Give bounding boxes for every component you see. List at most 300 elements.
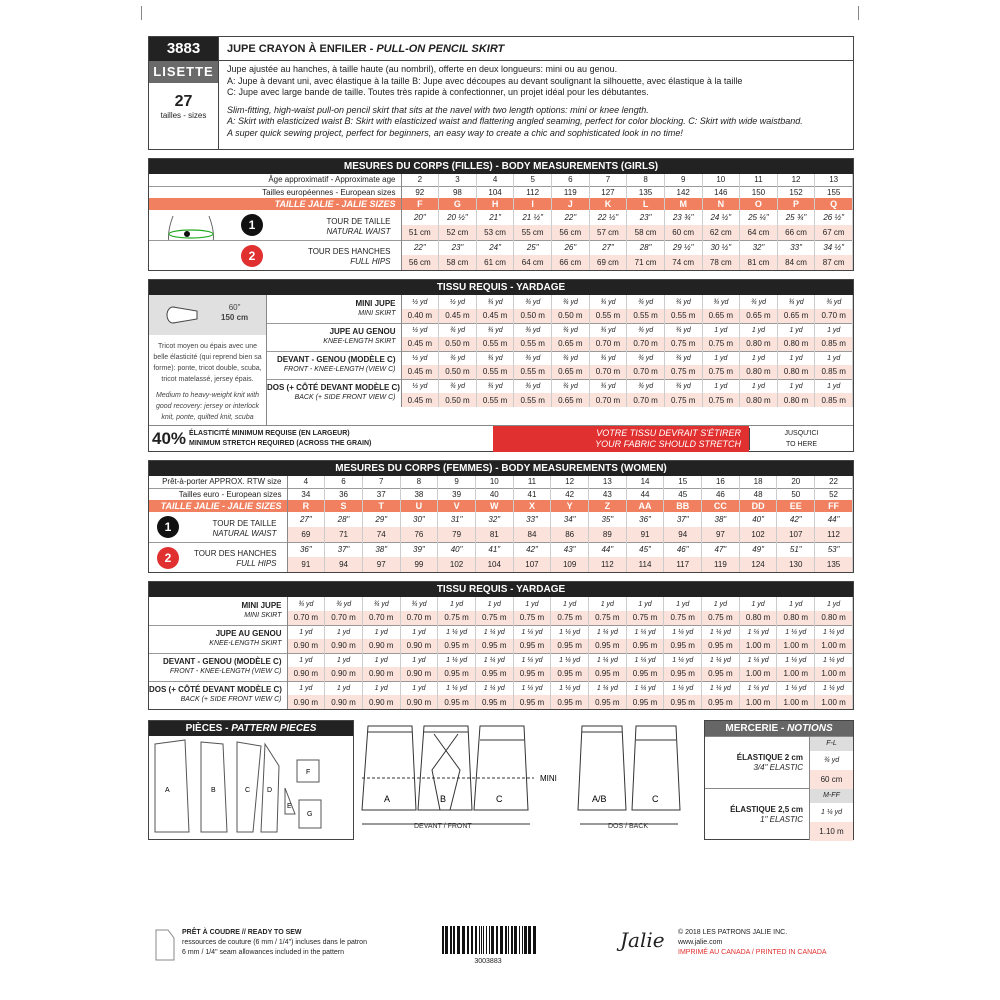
yardage-label-en: BACK (+ SIDE FRONT VIEW C): [180, 696, 282, 704]
yardage-yd: 1 yd: [740, 379, 778, 393]
fabric-roll-icon: [165, 305, 201, 325]
cell: S: [325, 500, 363, 512]
barcode-bar: [471, 926, 473, 954]
piece-label-e: E: [287, 803, 292, 810]
cell: 112: [589, 557, 627, 572]
technical-drawings: [354, 720, 704, 840]
yardage-yd: 1 ¼ yd: [551, 625, 589, 639]
cell: 44: [626, 488, 664, 500]
cell: 112: [514, 186, 552, 198]
yardage-label: [149, 681, 287, 709]
cell: 38": [702, 512, 740, 527]
yardage-m: 0.95 m: [626, 695, 664, 709]
yardage-m: 0.95 m: [438, 667, 476, 681]
yardage-yd: 1 yd: [740, 323, 778, 337]
women-rtw-row: [149, 476, 853, 488]
yardage-yd: 1 yd: [287, 681, 325, 695]
yardage-row: [149, 625, 853, 639]
pieces-title-en: PATTERN PIECES: [231, 723, 317, 734]
yardage-yd: ¾ yd: [439, 351, 477, 365]
yardage-yd: 1 yd: [664, 597, 702, 611]
cell: V: [438, 500, 476, 512]
barcode-bar: [467, 926, 469, 954]
stretch-bar-fr: VOTRE TISSU DEVRAIT S'ÉTIRER: [596, 427, 741, 438]
cell: 33": [513, 512, 551, 527]
title-en: PULL-ON PENCIL SKIRT: [376, 43, 505, 55]
cell: 36": [626, 512, 664, 527]
cell: 30": [400, 512, 438, 527]
sizes-count-box: [149, 83, 218, 120]
cell: 23": [439, 240, 477, 255]
yardage-yd: 1 ¼ yd: [551, 681, 589, 695]
cell: 74 cm: [664, 255, 702, 270]
cell: F: [401, 198, 439, 210]
barcode-bar: [522, 926, 523, 954]
desc-fr-2: A: Jupe à devant uni, avec élastique à la taille B: Jupe avec découpes au devant soulignant la silhouette, avec élastique à la taille: [227, 75, 743, 86]
cell: AA: [626, 500, 664, 512]
girls-waist-row: [149, 210, 853, 225]
seam-allowance-info: [182, 928, 367, 958]
desc-fr-1: Jupe ajustée au hanches, à taille haute (au nombril), offerte en deux longueurs: mini ou au genou.: [227, 64, 618, 74]
yardage-m: 0.90 m: [325, 667, 363, 681]
cell: 13: [589, 476, 627, 488]
cell: 92: [401, 186, 439, 198]
notion-item: [705, 736, 853, 788]
notion-en: 3/4" ELASTIC: [753, 763, 803, 772]
yardage-yd: ¾ yd: [664, 351, 702, 365]
cell: 119: [552, 186, 590, 198]
yardage-m: 0.70 m: [815, 309, 853, 323]
yardage-m: 0.55 m: [514, 393, 552, 407]
cell: 67 cm: [815, 225, 853, 240]
yardage-yd: ¾ yd: [325, 597, 363, 611]
barcode-bar: [486, 926, 487, 954]
yardage-m: 0.70 m: [589, 365, 627, 379]
mini-line-label: MINI: [540, 774, 557, 783]
cell: 9: [664, 174, 702, 186]
waist-label-en: NATURAL WAIST: [212, 528, 277, 538]
yardage-label-fr: DEVANT - GENOU (MODÈLE C): [162, 657, 282, 666]
cell: 94: [664, 527, 702, 542]
yardage-yd: 1 yd: [551, 597, 589, 611]
yardage-label: [149, 653, 287, 681]
yardage-m: 0.65 m: [740, 309, 778, 323]
barcode-bar: [475, 926, 477, 954]
barcode-bar: [450, 926, 452, 954]
cell: 107: [777, 527, 815, 542]
yardage-m: 0.75 m: [664, 611, 702, 625]
cell: L: [627, 198, 665, 210]
yardage-yd: 1 yd: [777, 597, 815, 611]
cell: 45": [626, 542, 664, 557]
cell: 150: [740, 186, 778, 198]
notion-item: [705, 788, 853, 840]
yardage-m: 0.95 m: [589, 667, 627, 681]
cell: CC: [702, 500, 740, 512]
yardage-yd: ¾ yd: [552, 295, 590, 309]
waist-label-fr: TOUR DE TAILLE: [326, 216, 391, 226]
desc-fr-3: C: Jupe avec large bande de taille. Toutes très rapide à confectionner, un projet idéal pour les débutantes.: [227, 87, 649, 97]
yardage-m: 0.95 m: [626, 639, 664, 653]
yardage-yd: 1 yd: [702, 379, 740, 393]
yardage-m: 0.45 m: [401, 337, 439, 351]
yardage-yd: ¾ yd: [664, 323, 702, 337]
cell: 71: [325, 527, 363, 542]
yardage-label-en: KNEE-LENGTH SKIRT: [323, 338, 396, 345]
cell: 76: [400, 527, 438, 542]
yardage-yd: ¾ yd: [627, 379, 665, 393]
cell: 18: [739, 476, 777, 488]
yardage-yd: 1 ¼ yd: [475, 625, 513, 639]
cell: 29 ½": [664, 240, 702, 255]
yardage-m: 0.90 m: [325, 695, 363, 709]
notion-m: 60 cm: [810, 770, 853, 789]
yardage-m: 0.90 m: [287, 667, 325, 681]
yardage-yd: 1 yd: [325, 653, 363, 667]
yardage-yd: ¾ yd: [589, 295, 627, 309]
yardage-yd: 1 ¼ yd: [513, 653, 551, 667]
cell: 37": [325, 542, 363, 557]
yardage-yd: 1 ¼ yd: [438, 681, 476, 695]
barcode-bar: [442, 926, 444, 954]
desc-en-3: A super quick sewing project, perfect for beginners, an easy way to create a chic and sophisticated look in no time!: [227, 127, 683, 138]
cell: 135: [627, 186, 665, 198]
cell: 26": [552, 240, 590, 255]
cell: X: [513, 500, 551, 512]
yardage-yd: ¾ yd: [476, 379, 514, 393]
fabric-info: [149, 295, 267, 425]
sizes-label: tailles - sizes: [160, 111, 207, 120]
yardage-m: 0.95 m: [626, 667, 664, 681]
footer: [148, 926, 854, 986]
notion-en: 1" ELASTIC: [760, 815, 803, 824]
yardage-yd: 1 yd: [362, 625, 400, 639]
yardage-m: 0.85 m: [815, 393, 853, 407]
hips-label-en: FULL HIPS: [350, 257, 391, 267]
yardage-m: 0.90 m: [287, 639, 325, 653]
cell: 66 cm: [777, 225, 815, 240]
yardage-m: 0.50 m: [439, 337, 477, 351]
crop-mark-top-right: [858, 6, 872, 20]
cell: 22 ½": [589, 210, 627, 225]
view-label-a: A: [384, 794, 391, 804]
yardage-m: 0.55 m: [627, 309, 665, 323]
yardage-label-en: MINI SKIRT: [244, 611, 282, 619]
stretch-bar-en: YOUR FABRIC SHOULD STRETCH: [595, 438, 741, 449]
row-label: Prêt-à-porter APPROX. RTW size: [149, 476, 287, 488]
stretch-to-en: TO HERE: [786, 440, 817, 448]
yardage-m: 0.95 m: [702, 695, 740, 709]
cell: 81: [475, 527, 513, 542]
title-fr: JUPE CRAYON À ENFILER: [227, 43, 367, 55]
row-label: Tailles euro - European sizes: [149, 488, 287, 500]
cell: 22": [401, 240, 439, 255]
cell: 32": [475, 512, 513, 527]
yardage-yd: ¾ yd: [362, 597, 400, 611]
yardage-yd: 1 yd: [362, 653, 400, 667]
yardage-m: 0.55 m: [589, 309, 627, 323]
yardage-yd: 1 ¼ yd: [702, 625, 740, 639]
cell: 32": [740, 240, 778, 255]
yardage-m: 0.75 m: [664, 337, 702, 351]
yardage-yd: 1 ¼ yd: [815, 625, 853, 639]
cell: 84 cm: [777, 255, 815, 270]
yardage-m: 0.95 m: [513, 695, 551, 709]
website-link[interactable]: www.jalie.com: [678, 939, 723, 946]
cell: 44": [589, 542, 627, 557]
notions-title-fr: MERCERIE: [725, 723, 779, 734]
pieces-title-fr: PIÈCES: [185, 723, 223, 734]
cell: 112: [815, 527, 853, 542]
yardage-m: 0.45 m: [439, 309, 477, 323]
yardage-m: 0.70 m: [627, 393, 665, 407]
cell: 91: [287, 557, 325, 572]
front-label: DEVANT / FRONT: [414, 823, 472, 830]
yardage-yd: 1 ¼ yd: [777, 681, 815, 695]
cell: 146: [702, 186, 740, 198]
yardage-label: [267, 323, 401, 351]
yardage-m: 0.70 m: [627, 365, 665, 379]
yardage-yd: 1 ¼ yd: [702, 681, 740, 695]
cell: 9: [438, 476, 476, 488]
view-label-ab: A/B: [592, 794, 607, 804]
yardage-row: [149, 597, 853, 611]
yardage-yd: ½ yd: [401, 379, 439, 393]
yardage-m: 0.95 m: [702, 639, 740, 653]
yardage-row: [267, 323, 853, 337]
yardage-m: 0.85 m: [815, 337, 853, 351]
yardage-yd: ¾ yd: [627, 351, 665, 365]
pattern-number: 3883: [149, 37, 218, 61]
women-yardage-table: [149, 597, 853, 709]
yardage-yd: ¾ yd: [777, 295, 815, 309]
yardage-yd: 1 yd: [438, 597, 476, 611]
yardage-m: 0.95 m: [551, 695, 589, 709]
cell: Z: [589, 500, 627, 512]
yardage-m: 0.75 m: [664, 393, 702, 407]
yardage-yd: 1 yd: [400, 653, 438, 667]
women-yardage-section: [148, 581, 854, 710]
yardage-m: 0.40 m: [401, 309, 439, 323]
cell: 64 cm: [514, 255, 552, 270]
cell: 13: [815, 174, 853, 186]
yardage-yd: 1 ¼ yd: [589, 625, 627, 639]
fabric-desc-fr: Tricot moyen ou épais avec une belle élasticité (qui reprend bien sa forme): ponte, tricot double, scuba, tricot matelassé, jersey épais.: [153, 343, 262, 383]
cell: 86: [551, 527, 589, 542]
yardage-yd: 1 yd: [589, 597, 627, 611]
cell: 4: [287, 476, 325, 488]
yardage-m: 0.80 m: [777, 393, 815, 407]
cell: M: [664, 198, 702, 210]
cell: 53": [815, 542, 853, 557]
yardage-yd: 1 yd: [740, 351, 778, 365]
yardage-m: 1.00 m: [739, 639, 777, 653]
barcode-bar: [491, 926, 494, 954]
notion-yd: 1 ¼ yd: [820, 809, 842, 816]
row-label: Âge approximatif - Approximate age: [149, 174, 401, 186]
yardage-yd: ¾ yd: [514, 379, 552, 393]
yardage-m: 0.95 m: [475, 639, 513, 653]
cell: 91: [626, 527, 664, 542]
yardage-m: 0.75 m: [702, 611, 740, 625]
yardage-yd: ¾ yd: [627, 295, 665, 309]
cell: 49": [739, 542, 777, 557]
cell: 30 ½": [702, 240, 740, 255]
header: [148, 36, 854, 150]
body-figure-icon: [153, 212, 233, 240]
yardage-label: [267, 379, 401, 407]
yardage-m: 0.90 m: [287, 695, 325, 709]
yardage-m: 0.80 m: [777, 365, 815, 379]
cell: 58 cm: [439, 255, 477, 270]
cell: 41: [513, 488, 551, 500]
hips-label-fr: TOUR DES HANCHES: [307, 247, 391, 257]
yardage-yd: 1 yd: [400, 681, 438, 695]
yardage-m: 0.70 m: [400, 611, 438, 625]
yardage-yd: 1 ¼ yd: [589, 681, 627, 695]
ready-fr: PRÊT À COUDRE: [182, 929, 240, 936]
cell: H: [476, 198, 514, 210]
yardage-yd: ¾ yd: [627, 323, 665, 337]
yardage-m: 1.00 m: [815, 639, 853, 653]
skirt-drawings: [354, 720, 704, 840]
yardage-m: 1.00 m: [815, 667, 853, 681]
yardage-yd: ½ yd: [439, 295, 477, 309]
yardage-yd: 1 ¼ yd: [438, 653, 476, 667]
cell: 39: [438, 488, 476, 500]
printed-in: IMPRIMÉ AU CANADA / PRINTED IN CANADA: [678, 949, 827, 956]
yardage-m: 0.75 m: [551, 611, 589, 625]
cell: R: [287, 500, 325, 512]
cell: 104: [476, 186, 514, 198]
yardage-m: 0.55 m: [664, 309, 702, 323]
cell: 39": [400, 542, 438, 557]
girls-yardage-table: [267, 295, 853, 407]
yardage-m: 0.55 m: [514, 337, 552, 351]
cell: 130: [777, 557, 815, 572]
yardage-m: 0.75 m: [513, 611, 551, 625]
cell: 24": [476, 240, 514, 255]
pattern-title: [219, 37, 853, 61]
yardage-row: [267, 351, 853, 365]
yardage-yd: 1 yd: [815, 597, 853, 611]
yardage-yd: ¾ yd: [439, 323, 477, 337]
cell: 52 cm: [439, 225, 477, 240]
yardage-m: 0.80 m: [740, 365, 778, 379]
piece-label-c: C: [245, 787, 251, 794]
yardage-label-en: MINI SKIRT: [358, 309, 396, 317]
yardage-yd: 1 yd: [815, 379, 853, 393]
cell: 97: [702, 527, 740, 542]
yardage-m: 0.55 m: [476, 365, 514, 379]
yardage-m: 0.80 m: [777, 337, 815, 351]
girls-yardage-section: [148, 279, 854, 452]
yardage-yd: 1 yd: [702, 323, 740, 337]
yardage-m: 0.55 m: [476, 337, 514, 351]
cell: K: [589, 198, 627, 210]
cell: 71 cm: [627, 255, 665, 270]
yardage-label-fr: DEVANT - GENOU (MODÈLE C): [276, 355, 396, 364]
cell: 99: [400, 557, 438, 572]
yardage-label-en: FRONT - KNEE-LENGTH (VIEW C): [283, 366, 396, 373]
yardage-m: 0.95 m: [438, 639, 476, 653]
girls-measurements-section: [148, 158, 854, 271]
header-left: [149, 37, 219, 149]
yardage-yd: 1 ¼ yd: [664, 625, 702, 639]
cell: 21": [476, 210, 514, 225]
yardage-m: 0.95 m: [589, 639, 627, 653]
crop-mark-top-left: [128, 6, 142, 20]
row-label: Tailles européennes - European sizes: [149, 186, 401, 198]
cell: 55 cm: [514, 225, 552, 240]
view-label-c-back: C: [652, 794, 659, 804]
cell: 25 ¾": [777, 210, 815, 225]
yardage-yd: ¾ yd: [702, 295, 740, 309]
women-measurements-section: [148, 460, 854, 573]
women-measurements-table: [149, 476, 853, 572]
cell: 102: [438, 557, 476, 572]
yardage-yd: 1 yd: [475, 597, 513, 611]
cell: 12: [777, 174, 815, 186]
yardage-yd: 1 yd: [815, 323, 853, 337]
yardage-yd: ¾ yd: [740, 295, 778, 309]
yardage-yd: ¾ yd: [552, 379, 590, 393]
ready-sep: //: [239, 929, 248, 936]
piece-label-f: F: [306, 769, 311, 776]
yardage-label: [267, 295, 401, 323]
yardage-m: 0.95 m: [438, 695, 476, 709]
pattern-piece-icon: [154, 928, 176, 962]
badge-1: 1: [157, 516, 179, 538]
yardage-m: 1.00 m: [739, 667, 777, 681]
girls-age-row: [149, 174, 853, 186]
yardage-yd: 1 ¼ yd: [777, 653, 815, 667]
cell: EE: [777, 500, 815, 512]
cell: 34": [551, 512, 589, 527]
cell: 117: [664, 557, 702, 572]
cell: 56 cm: [401, 255, 439, 270]
yardage-yd: 1 ¼ yd: [475, 681, 513, 695]
hips-label-cell: [149, 240, 401, 270]
barcode-bar: [483, 926, 484, 954]
barcode-bar: [481, 926, 482, 954]
yardage-m: 0.95 m: [664, 695, 702, 709]
yardage-yd: 1 ¼ yd: [702, 653, 740, 667]
barcode-number: 3003883: [474, 958, 502, 965]
cell: 52: [815, 488, 853, 500]
cell: 53 cm: [476, 225, 514, 240]
yardage-label-fr: DOS (+ CÔTÉ DEVANT MODÈLE C): [149, 685, 282, 695]
cell: Q: [815, 198, 853, 210]
yardage-m: 0.80 m: [740, 337, 778, 351]
cell: 6: [325, 476, 363, 488]
yardage-yd: ¾ yd: [664, 295, 702, 309]
yardage-yd: 1 yd: [325, 625, 363, 639]
yardage-m: 0.90 m: [400, 639, 438, 653]
cell: 58 cm: [627, 225, 665, 240]
cell: 87 cm: [815, 255, 853, 270]
stretch-target: [749, 428, 853, 450]
cell: BB: [664, 500, 702, 512]
yardage-m: 0.70 m: [362, 611, 400, 625]
cell: T: [362, 500, 400, 512]
yardage-yd: 1 yd: [702, 351, 740, 365]
cell: Y: [551, 500, 589, 512]
barcode-bar: [462, 926, 465, 954]
cell: 22: [815, 476, 853, 488]
notions-title-en: NOTIONS: [787, 723, 833, 734]
stretch-guide: [149, 425, 853, 451]
